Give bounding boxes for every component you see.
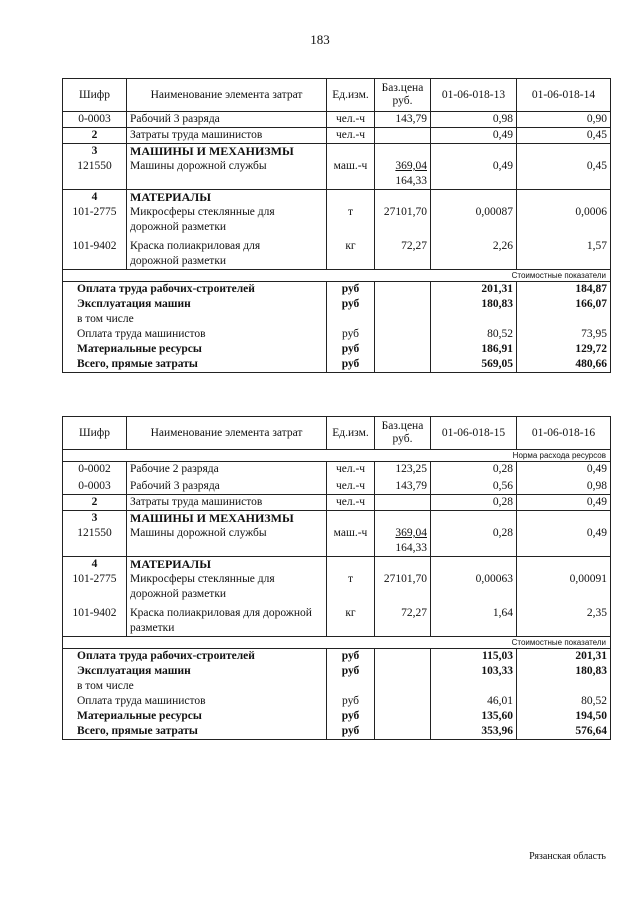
table-row [63,526,611,541]
row-name: Микросферы стеклянные для дорожной разметки [127,572,327,602]
summary-unit: руб [327,342,375,357]
summary-row [63,312,611,327]
summary-value-a: 201,31 [431,282,517,298]
summary-row [63,649,611,665]
summary-value-b: 80,52 [517,694,611,709]
cost-indicators-label: Стоимостные показатели [63,637,611,649]
row-code: 0-0003 [63,112,127,128]
summary-label: Эксплуатация машин [63,297,327,312]
row-code: 121550 [63,526,127,541]
row-price: 72,27 [375,235,431,270]
summary-label: Эксплуатация машин [63,664,327,679]
section-machines-header [63,144,611,160]
summary-value-b: 129,72 [517,342,611,357]
summary-value-b: 180,83 [517,664,611,679]
summary-row [63,664,611,679]
row-unit: чел.-ч [327,495,375,511]
summary-value-a: 46,01 [431,694,517,709]
row-code: 2 [63,495,127,511]
row-price: 369,04 [375,526,431,541]
row-value-a: 0,28 [431,462,517,478]
header-price-line1: Баз.цена [381,420,424,432]
row-unit: т [327,572,375,602]
row-unit: чел.-ч [327,128,375,144]
row-value-a: 0,98 [431,112,517,128]
row-code: 101-2775 [63,205,127,235]
summary-row [63,709,611,724]
region-footer: Рязанская область [529,851,606,862]
summary-label: Оплата труда рабочих-строителей [63,282,327,298]
cost-indicators-row [63,637,611,649]
table-row [63,205,611,235]
table-row [63,477,611,495]
row-value-b: 0,49 [517,526,611,541]
header-col-b: 01-06-018-14 [517,79,611,112]
summary-value-a: 186,91 [431,342,517,357]
summary-unit: руб [327,282,375,298]
row-price: 143,79 [375,477,431,495]
row-price [375,495,431,511]
row-value-b: 0,90 [517,112,611,128]
summary-label: Всего, прямые затраты [63,357,327,373]
summary-unit: руб [327,649,375,665]
row-value-b: 2,35 [517,602,611,637]
row-code: 121550 [63,159,127,174]
summary-value-b: 73,95 [517,327,611,342]
section-number: 3 [63,144,127,160]
section-materials-header [63,190,611,206]
row-value-a: 0,49 [431,128,517,144]
summary-unit: руб [327,357,375,373]
table-row [63,159,611,174]
summary-unit: руб [327,709,375,724]
summary-row-total [63,357,611,373]
row-name: Краска полиакриловая для дорожной разметки [127,602,327,637]
summary-row [63,282,611,298]
row-name: Затраты труда машинистов [127,495,327,511]
row-name: Краска полиакриловая для дорожной разметки [127,235,327,270]
summary-value-a: 135,60 [431,709,517,724]
summary-unit: руб [327,694,375,709]
row-value-a: 1,64 [431,602,517,637]
section-number: 3 [63,511,127,527]
summary-label: Оплата труда рабочих-строителей [63,649,327,665]
summary-label: Материальные ресурсы [63,709,327,724]
table-row-sub [63,541,611,557]
row-unit: чел.-ч [327,462,375,478]
header-unit: Ед.изм. [327,417,375,450]
row-code: 101-2775 [63,572,127,602]
summary-label: Материальные ресурсы [63,342,327,357]
row-value-b: 0,45 [517,128,611,144]
row-value-a: 2,26 [431,235,517,270]
summary-value-a: 353,96 [431,724,517,740]
row-unit: т [327,205,375,235]
header-price-line1: Баз.цена [381,82,424,94]
row-name: Рабочий 3 разряда [127,477,327,495]
summary-label: в том числе [63,312,327,327]
section-title: МАТЕРИАЛЫ [127,557,327,573]
header-col-a: 01-06-018-13 [431,79,517,112]
summary-value-a: 180,83 [431,297,517,312]
header-price [375,79,431,112]
row-unit: маш.-ч [327,159,375,174]
summary-unit: руб [327,297,375,312]
row-value-b: 0,49 [517,495,611,511]
row-value-a: 0,00087 [431,205,517,235]
summary-unit: руб [327,724,375,740]
section-number: 4 [63,190,127,206]
row-unit: кг [327,235,375,270]
section-machines-header [63,511,611,527]
header-code: Шифр [63,79,127,112]
row-price: 369,04 [375,159,431,174]
header-col-a: 01-06-018-15 [431,417,517,450]
table-row [63,235,611,270]
summary-row [63,327,611,342]
section-title: МАТЕРИАЛЫ [127,190,327,206]
row-unit: чел.-ч [327,477,375,495]
row-name: Машины дорожной службы [127,526,327,541]
row-name: Затраты труда машинистов [127,128,327,144]
row-value-b: 0,49 [517,462,611,478]
table-row [63,602,611,637]
row-value-a: 0,28 [431,526,517,541]
summary-label: в том числе [63,679,327,694]
row-value-a: 0,56 [431,477,517,495]
summary-value-a: 115,03 [431,649,517,665]
row-name: Рабочий 3 разряда [127,112,327,128]
row-value-b: 0,00091 [517,572,611,602]
table-row [63,128,611,144]
summary-value-b: 201,31 [517,649,611,665]
section-materials-header [63,557,611,573]
cost-table-2 [62,416,611,740]
row-code: 101-9402 [63,602,127,637]
table-row-sub [63,174,611,190]
header-price-line2: руб. [392,95,413,107]
header-price [375,417,431,450]
summary-row [63,342,611,357]
summary-value-b: 166,07 [517,297,611,312]
norm-label-row [63,450,611,462]
summary-label: Всего, прямые затраты [63,724,327,740]
row-value-b: 0,98 [517,477,611,495]
summary-unit: руб [327,664,375,679]
row-price: 143,79 [375,112,431,128]
row-price: 123,25 [375,462,431,478]
row-unit: маш.-ч [327,526,375,541]
row-name: Машины дорожной службы [127,159,327,174]
row-value-a: 0,49 [431,159,517,174]
header-code: Шифр [63,417,127,450]
table-row [63,462,611,478]
table-row [63,495,611,511]
header-name: Наименование элемента затрат [127,417,327,450]
table-row [63,112,611,128]
row-price: 72,27 [375,602,431,637]
cost-indicators-label: Стоимостные показатели [63,270,611,282]
row-code: 0-0002 [63,462,127,478]
row-code: 101-9402 [63,235,127,270]
section-number: 4 [63,557,127,573]
header-price-line2: руб. [392,433,413,445]
row-value-a: 0,28 [431,495,517,511]
row-price-secondary: 164,33 [375,174,431,190]
row-price: 27101,70 [375,572,431,602]
row-value-a: 0,00063 [431,572,517,602]
row-name: Рабочие 2 разряда [127,462,327,478]
summary-row [63,297,611,312]
summary-value-a: 80,52 [431,327,517,342]
summary-row-total [63,724,611,740]
summary-value-b: 576,64 [517,724,611,740]
summary-value-a: 103,33 [431,664,517,679]
row-price: 27101,70 [375,205,431,235]
row-value-b: 1,57 [517,235,611,270]
summary-value-a: 569,05 [431,357,517,373]
row-name: Микросферы стеклянные для дорожной разметки [127,205,327,235]
row-price-secondary: 164,33 [375,541,431,557]
header-col-b: 01-06-018-16 [517,417,611,450]
section-title: МАШИНЫ И МЕХАНИЗМЫ [127,144,327,160]
summary-label: Оплата труда машинистов [63,327,327,342]
summary-label: Оплата труда машинистов [63,694,327,709]
table-row [63,572,611,602]
row-value-b: 0,0006 [517,205,611,235]
row-code: 2 [63,128,127,144]
cost-table-1 [62,78,611,373]
header-name: Наименование элемента затрат [127,79,327,112]
table-header-row [63,417,611,450]
norm-label: Норма расхода ресурсов [63,450,611,462]
summary-value-b: 194,50 [517,709,611,724]
table-header-row [63,79,611,112]
row-code: 0-0003 [63,477,127,495]
cost-indicators-row [63,270,611,282]
summary-row [63,694,611,709]
summary-row [63,679,611,694]
header-unit: Ед.изм. [327,79,375,112]
row-unit: чел.-ч [327,112,375,128]
row-value-b: 0,45 [517,159,611,174]
row-price [375,128,431,144]
section-title: МАШИНЫ И МЕХАНИЗМЫ [127,511,327,527]
page-number: 183 [310,32,330,47]
summary-value-b: 480,66 [517,357,611,373]
row-unit: кг [327,602,375,637]
summary-unit: руб [327,327,375,342]
summary-value-b: 184,87 [517,282,611,298]
